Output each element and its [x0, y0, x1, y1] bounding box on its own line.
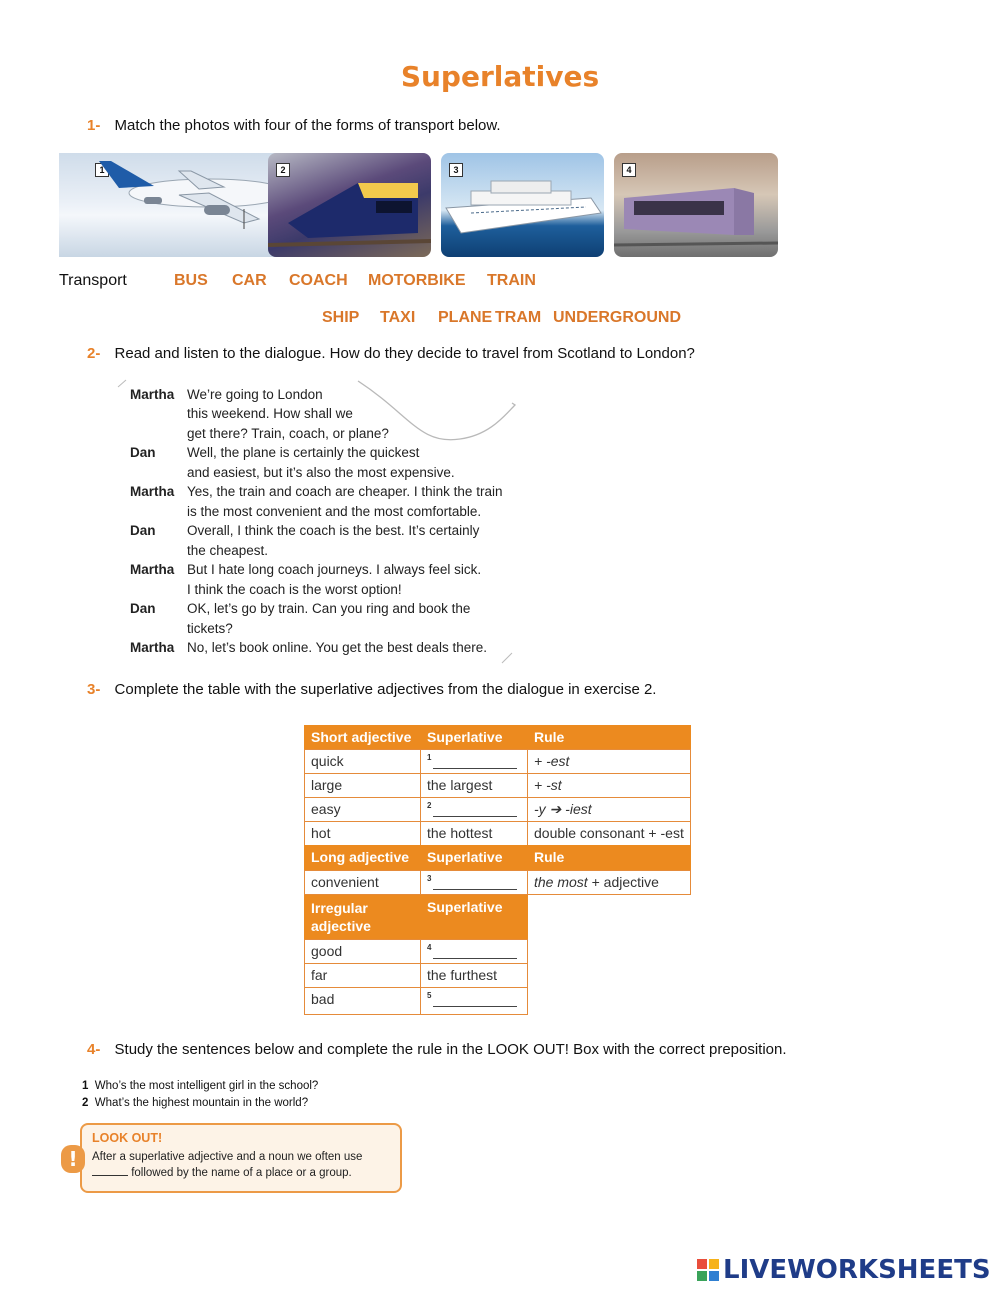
- answer-blank[interactable]: [433, 875, 517, 890]
- dialogue-line: the cheapest.: [187, 543, 269, 558]
- table-cell: + -st: [527, 773, 691, 798]
- speaker: Martha: [130, 562, 175, 577]
- answer-number: 5: [427, 991, 432, 1000]
- answer-cell-5[interactable]: [420, 987, 528, 1015]
- question-3-number: 3-: [87, 681, 101, 698]
- train-photo[interactable]: [268, 153, 431, 257]
- table-cell: -y ➔ -iest: [527, 797, 691, 822]
- tram-photo[interactable]: [614, 153, 778, 257]
- answer-cell-1[interactable]: [420, 749, 528, 774]
- question-3-text: Complete the table with the superlative adjectives from the dialogue in exercise 2.: [114, 681, 657, 698]
- dialogue-line: But I hate long coach journeys. I always feel sick.: [187, 562, 482, 577]
- question-4-text: Study the sentences below and complete the rule in the LOOK OUT! Box with the correct preposition.: [114, 1041, 787, 1058]
- sentence-text: Who’s the most intelligent girl in the school?: [94, 1080, 319, 1092]
- look-out-line: After a superlative adjective and a noun we often use: [92, 1151, 363, 1163]
- answer-blank[interactable]: [433, 992, 517, 1007]
- photo-badge: 4: [622, 163, 636, 177]
- transport-word: TRAIN: [487, 272, 536, 289]
- look-out-box: [80, 1123, 402, 1193]
- question-1: [87, 117, 501, 134]
- preposition-blank[interactable]: [92, 1165, 128, 1176]
- train-icon: [268, 153, 431, 257]
- table-cell: far: [304, 963, 421, 988]
- answer-blank[interactable]: [433, 754, 517, 769]
- look-out-line-text: followed by the name of a place or a group.: [128, 1167, 352, 1179]
- table-header-cell: Superlative: [420, 725, 528, 750]
- table-cell: the largest: [420, 773, 528, 798]
- question-2-number: 2-: [87, 345, 101, 362]
- speaker: Dan: [130, 445, 156, 460]
- photo-badge: 2: [276, 163, 290, 177]
- answer-number: 3: [427, 874, 432, 883]
- dialogue-line: get there? Train, coach, or plane?: [187, 426, 389, 441]
- dialogue-line: Overall, I think the coach is the best. It’s certainly: [187, 523, 480, 538]
- ship-photo[interactable]: [441, 153, 604, 257]
- table-cell: + -est: [527, 749, 691, 774]
- look-out-title: LOOK OUT!: [92, 1131, 163, 1145]
- dialogue-line: is the most convenient and the most comfortable.: [187, 504, 482, 519]
- table-cell: the furthest: [420, 963, 528, 988]
- liveworksheets-logo-icon: [697, 1259, 719, 1281]
- question-1-number: 1-: [87, 117, 101, 134]
- answer-cell-4[interactable]: [420, 939, 528, 964]
- table-cell: bad: [304, 987, 421, 1015]
- photo-badge: 3: [449, 163, 463, 177]
- table-cell: quick: [304, 749, 421, 774]
- table-cell: convenient: [304, 870, 421, 895]
- dialogue-line: Well, the plane is certainly the quickest: [187, 445, 420, 460]
- transport-word: UNDERGROUND: [553, 309, 681, 326]
- dialogue-line: I think the coach is the worst option!: [187, 582, 402, 597]
- answer-blank[interactable]: [433, 944, 517, 959]
- table-header-cell: Superlative: [420, 895, 528, 940]
- transport-word: TRAM: [495, 309, 542, 326]
- header-line: adjective: [311, 918, 371, 934]
- table-header-cell: Short adjective: [304, 725, 421, 750]
- dialogue-line: and easiest, but it’s also the most expensive.: [187, 465, 455, 480]
- table-cell: good: [304, 939, 421, 964]
- transport-word: MOTORBIKE: [368, 272, 466, 289]
- speaker: Martha: [130, 484, 175, 499]
- dialogue-line: tickets?: [187, 621, 233, 636]
- speaker: Dan: [130, 523, 156, 538]
- photo-badge: 1: [95, 163, 109, 177]
- answer-blank[interactable]: [433, 802, 517, 817]
- answer-number: 1: [427, 753, 432, 762]
- speaker: Martha: [130, 387, 175, 402]
- answer-number: 4: [427, 943, 432, 952]
- page-title: Superlatives: [400, 60, 600, 93]
- speaker: Dan: [130, 601, 156, 616]
- transport-label: Transport: [59, 272, 127, 289]
- table-cell: the hottest: [420, 821, 528, 846]
- transport-word: BUS: [174, 272, 208, 289]
- dialogue-line: this weekend. How shall we: [187, 406, 353, 421]
- question-3: [87, 681, 656, 698]
- sentence-number: 1: [82, 1080, 89, 1092]
- question-1-text: Match the photos with four of the forms of transport below.: [114, 117, 501, 134]
- rule-rest: + adjective: [587, 874, 659, 890]
- table-cell: [527, 870, 691, 895]
- transport-word: TAXI: [380, 309, 416, 326]
- sentence-text: What’s the highest mountain in the world?: [94, 1097, 309, 1109]
- sentence-number: 2: [82, 1097, 89, 1109]
- table-cell: easy: [304, 797, 421, 822]
- look-out-line: [92, 1165, 392, 1181]
- table-header-cell: Superlative: [420, 845, 528, 870]
- dialogue-line: No, let’s book online. You get the best deals there.: [187, 640, 487, 655]
- question-2-text: Read and listen to the dialogue. How do they decide to travel from Scotland to London?: [114, 345, 695, 362]
- question-4: [87, 1041, 787, 1058]
- transport-word: CAR: [232, 272, 267, 289]
- table-header-cell: Long adjective: [304, 845, 421, 870]
- dialogue-line: Yes, the train and coach are cheaper. I think the train: [187, 484, 503, 499]
- table-cell: large: [304, 773, 421, 798]
- example-sentence: [82, 1080, 318, 1092]
- question-2: [87, 345, 695, 362]
- rule-italic: the most: [534, 874, 588, 890]
- table-cell: double consonant + -est: [527, 821, 691, 846]
- dialogue-line: OK, let’s go by train. Can you ring and book the: [187, 601, 471, 616]
- answer-cell-3[interactable]: [420, 870, 528, 895]
- transport-word: SHIP: [322, 309, 360, 326]
- question-4-number: 4-: [87, 1041, 101, 1058]
- dialogue-line: We’re going to London: [187, 387, 323, 402]
- liveworksheets-logo-text: LIVEWORKSHEETS: [723, 1255, 991, 1285]
- table-header-cell: [304, 895, 421, 940]
- header-line: Irregular: [311, 900, 368, 916]
- transport-word: PLANE: [438, 309, 493, 326]
- table-header-cell: Rule: [527, 845, 691, 870]
- speaker: Martha: [130, 640, 175, 655]
- answer-number: 2: [427, 801, 432, 810]
- table-header-cell: Rule: [527, 725, 691, 750]
- ship-icon: [441, 153, 604, 257]
- transport-word: COACH: [289, 272, 348, 289]
- example-sentence: [82, 1097, 308, 1109]
- exclamation-icon: !: [61, 1145, 85, 1173]
- tram-icon: [614, 153, 778, 257]
- table-cell: hot: [304, 821, 421, 846]
- answer-cell-2[interactable]: [420, 797, 528, 822]
- look-out-text: [92, 1149, 392, 1181]
